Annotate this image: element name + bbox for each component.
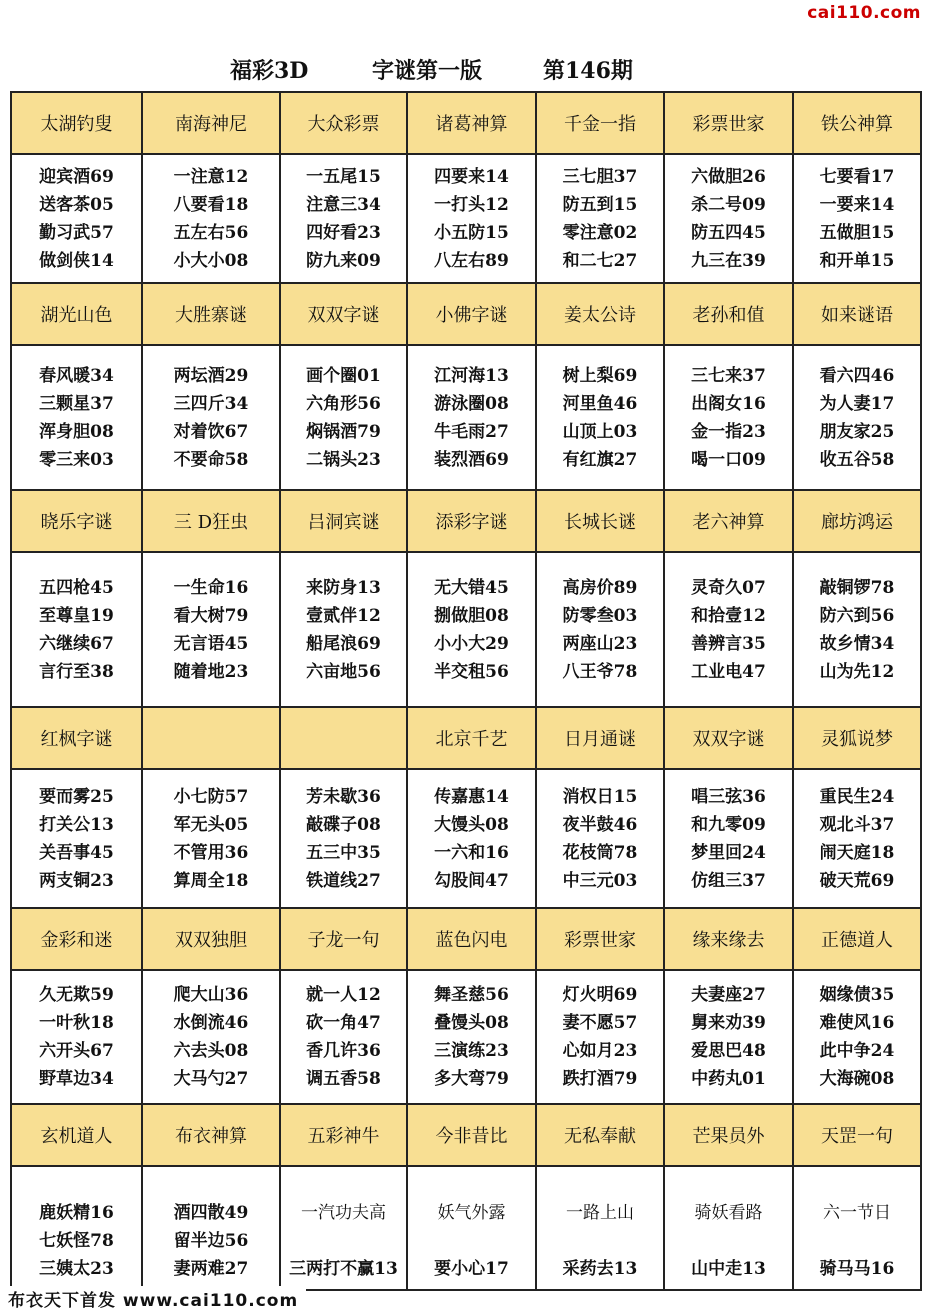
riddle-cell (12, 1167, 143, 1291)
riddle-line: 骑妖看路 (694, 1203, 763, 1223)
riddle-line: 防九来09 (306, 250, 381, 271)
riddle-line: 野草边34 (39, 1069, 114, 1089)
column-header: 太湖钓叟 (12, 93, 143, 155)
riddle-cell (794, 1167, 922, 1291)
riddle-line: 夫妻座27 (691, 985, 766, 1005)
riddle-line: 送客茶05 (39, 194, 114, 215)
column-header: 铁公神算 (794, 93, 922, 155)
riddle-line: 七要看17 (819, 166, 895, 187)
page-title (10, 48, 920, 90)
riddle-line: 唱三弦36 (691, 786, 766, 807)
riddle-line: 九三在39 (691, 250, 766, 271)
riddle-line: 防六到56 (819, 605, 895, 626)
header-row (12, 491, 922, 553)
column-header: 千金一指 (537, 93, 665, 155)
riddle-line: 画个圈01 (306, 365, 381, 386)
riddle-cell (665, 770, 794, 909)
riddle-line: 牛毛雨27 (434, 421, 509, 442)
riddle-line: 八王爷78 (562, 661, 638, 682)
riddle-line: 浑身胆08 (39, 421, 114, 442)
riddle-line: 此中争24 (819, 1041, 895, 1061)
riddle-line: 三七来37 (691, 365, 766, 386)
riddle-line: 大海碗08 (819, 1069, 895, 1089)
riddle-line: 叠馒头08 (434, 1013, 509, 1033)
riddle-line: 小五防15 (434, 222, 509, 243)
riddle-line: 河里鱼46 (562, 393, 638, 414)
riddle-line: 迎宾酒69 (39, 166, 114, 187)
riddle-line: 六开头67 (39, 1041, 114, 1061)
riddle-line: 妻两难27 (173, 1259, 249, 1279)
riddle-line: 重民生24 (819, 786, 895, 807)
column-header: 芒果员外 (665, 1105, 794, 1167)
riddle-line: 和拾壹12 (691, 605, 766, 626)
riddle-line: 中三元03 (562, 870, 638, 891)
riddle-table (10, 91, 922, 1289)
riddle-line: 三四斤34 (173, 393, 249, 414)
riddle-line: 大马勺27 (173, 1069, 249, 1089)
column-header: 红枫字谜 (12, 708, 143, 770)
riddle-line: 五左右56 (173, 222, 249, 243)
riddle-cell (12, 770, 143, 909)
riddle-line: 焖锅酒79 (306, 421, 381, 442)
riddle-line: 看大树79 (173, 605, 249, 626)
riddle-cell (143, 971, 281, 1105)
riddle-line: 三两打不赢13 (289, 1259, 398, 1279)
riddle-cell (537, 553, 665, 708)
riddle-cell (281, 155, 408, 284)
riddle-line: 小七防57 (173, 786, 249, 807)
riddle-line: 防五到15 (562, 194, 638, 215)
riddle-line: 半交租56 (434, 661, 509, 682)
riddle-cell (12, 971, 143, 1105)
riddle-line: 无大错45 (434, 577, 509, 598)
riddle-cell (794, 770, 922, 909)
riddle-line: 算周全18 (173, 870, 249, 891)
column-header: 老孙和值 (665, 284, 794, 346)
riddle-line: 言行至38 (39, 661, 114, 682)
riddle-line: 无言语45 (173, 633, 249, 654)
footer-banner: 布衣天下首发 www.cai110.com (0, 1286, 306, 1308)
riddle-cell (143, 346, 281, 491)
riddle-line: 故乡情34 (819, 633, 895, 654)
riddle-line: 出阁女16 (691, 393, 766, 414)
riddle-line: 游泳圈08 (434, 393, 509, 414)
riddle-line: 两座山23 (562, 633, 638, 654)
riddle-line: 香几许36 (306, 1041, 381, 1061)
column-header: 小佛字谜 (408, 284, 537, 346)
riddle-cell (408, 553, 537, 708)
header-row (12, 708, 922, 770)
riddle-line: 传嘉惠14 (434, 786, 509, 807)
riddle-line: 防五四45 (691, 222, 766, 243)
column-header: 彩票世家 (665, 93, 794, 155)
riddle-line: 仿组三37 (691, 870, 766, 891)
riddle-line: 收五谷58 (819, 449, 895, 470)
riddle-line: 一注意12 (173, 166, 249, 187)
riddle-line: 多大弯79 (434, 1069, 509, 1089)
riddle-line: 八要看18 (173, 194, 249, 215)
riddle-cell (537, 770, 665, 909)
header-row (12, 93, 922, 155)
riddle-cell (665, 346, 794, 491)
column-header: 彩票世家 (537, 909, 665, 971)
riddle-line: 工业电47 (691, 661, 766, 682)
column-header: 南海神尼 (143, 93, 281, 155)
riddle-line: 八左右89 (434, 250, 509, 271)
riddle-line: 爬大山36 (173, 985, 249, 1005)
content-row (12, 971, 922, 1105)
riddle-cell (665, 553, 794, 708)
riddle-line: 心如月23 (562, 1041, 638, 1061)
riddle-line: 小大小08 (173, 250, 249, 271)
content-row (12, 1167, 922, 1291)
riddle-line: 六角形56 (306, 393, 381, 414)
column-header: 金彩和迷 (12, 909, 143, 971)
riddle-line: 水倒流46 (173, 1013, 249, 1033)
riddle-line: 五四枪45 (39, 577, 114, 598)
section-3 (12, 491, 922, 708)
riddle-line: 江河海13 (434, 365, 509, 386)
riddle-line: 就一人12 (306, 985, 381, 1005)
riddle-line: 灵奇久07 (691, 577, 766, 598)
column-header: 无私奉献 (537, 1105, 665, 1167)
riddle-line: 观北斗37 (819, 814, 895, 835)
riddle-line: 看六四46 (819, 365, 895, 386)
riddle-line: 小小大29 (434, 633, 509, 654)
riddle-line: 舅来劝39 (691, 1013, 766, 1033)
column-header: 老六神算 (665, 491, 794, 553)
column-header (281, 708, 408, 770)
riddle-line: 六做胆26 (691, 166, 766, 187)
riddle-line: 勤习武57 (39, 222, 114, 243)
riddle-line: 和开单15 (819, 250, 895, 271)
riddle-line: 闹天庭18 (819, 842, 895, 863)
column-header: 天罡一句 (794, 1105, 922, 1167)
riddle-line: 五三中35 (306, 842, 381, 863)
column-header: 正德道人 (794, 909, 922, 971)
riddle-line: 注意三34 (306, 194, 381, 215)
riddle-line: 壹贰伴12 (306, 605, 381, 626)
column-header: 五彩神牛 (281, 1105, 408, 1167)
column-header: 缘来缘去 (665, 909, 794, 971)
riddle-line: 一打头12 (434, 194, 509, 215)
riddle-line: 一要来14 (819, 194, 895, 215)
riddle-cell (665, 155, 794, 284)
riddle-line: 和九零09 (691, 814, 766, 835)
riddle-cell (281, 1167, 408, 1291)
column-header: 添彩字谜 (408, 491, 537, 553)
column-header: 玄机道人 (12, 1105, 143, 1167)
riddle-cell (12, 155, 143, 284)
column-header: 吕洞宾谜 (281, 491, 408, 553)
riddle-line: 捌做胆08 (434, 605, 509, 626)
riddle-cell (665, 1167, 794, 1291)
column-header: 晓乐字谜 (12, 491, 143, 553)
column-header: 双双字谜 (665, 708, 794, 770)
riddle-line: 采药去13 (562, 1259, 638, 1279)
riddle-line: 山中走13 (691, 1259, 766, 1279)
content-row (12, 155, 922, 284)
riddle-line: 爱思巴48 (691, 1041, 766, 1061)
riddle-line: 三演练23 (434, 1041, 509, 1061)
riddle-line: 要小心17 (434, 1259, 509, 1279)
riddle-line: 零注意02 (562, 222, 638, 243)
riddle-line: 灯火明69 (562, 985, 638, 1005)
riddle-cell (537, 155, 665, 284)
riddle-line: 骑马马16 (819, 1259, 895, 1279)
column-header: 今非昔比 (408, 1105, 537, 1167)
riddle-line: 杀二号09 (691, 194, 766, 215)
riddle-line: 船尾浪69 (306, 633, 381, 654)
riddle-line: 舞圣慈56 (434, 985, 509, 1005)
riddle-line: 不管用36 (173, 842, 249, 863)
riddle-line: 一六和16 (434, 842, 509, 863)
riddle-cell (12, 346, 143, 491)
riddle-line: 一路上山 (566, 1203, 634, 1223)
column-header: 长城长谜 (537, 491, 665, 553)
riddle-line: 三七胆37 (562, 166, 638, 187)
riddle-line: 敲碟子08 (306, 814, 381, 835)
riddle-cell (12, 553, 143, 708)
column-header: 诸葛神算 (408, 93, 537, 155)
content-row (12, 770, 922, 909)
content-row (12, 553, 922, 708)
brand-watermark: cai110.com (807, 3, 921, 23)
riddle-line: 花枝筒78 (562, 842, 638, 863)
column-header: 双双独胆 (143, 909, 281, 971)
riddle-line: 四好看23 (306, 222, 381, 243)
column-header: 湖光山色 (12, 284, 143, 346)
section-4 (12, 708, 922, 909)
riddle-line: 三姨太23 (39, 1259, 114, 1279)
riddle-line: 要而雾25 (39, 786, 114, 807)
column-header: 大众彩票 (281, 93, 408, 155)
column-header: 灵狐说梦 (794, 708, 922, 770)
column-header: 北京千艺 (408, 708, 537, 770)
riddle-line: 防零叁03 (562, 605, 638, 626)
riddle-line: 山为先12 (819, 661, 895, 682)
riddle-cell (537, 1167, 665, 1291)
riddle-cell (794, 553, 922, 708)
riddle-line: 至尊皇19 (39, 605, 114, 626)
column-header: 日月通谜 (537, 708, 665, 770)
riddle-line: 四要来14 (434, 166, 509, 187)
riddle-cell (281, 770, 408, 909)
riddle-line: 随着地23 (173, 661, 249, 682)
content-row (12, 346, 922, 491)
header-row (12, 1105, 922, 1167)
riddle-line: 和二七27 (562, 250, 638, 271)
riddle-cell (794, 971, 922, 1105)
column-header (143, 708, 281, 770)
riddle-line: 妖气外露 (437, 1203, 506, 1223)
riddle-line: 六亩地56 (306, 661, 381, 682)
riddle-line: 六继续67 (39, 633, 114, 654)
riddle-line: 久无欺59 (39, 985, 114, 1005)
column-header: 如来谜语 (794, 284, 922, 346)
title-issue: 第146期 (543, 58, 633, 84)
column-header: 姜太公诗 (537, 284, 665, 346)
riddle-line: 两坛酒29 (173, 365, 249, 386)
column-header: 双双字谜 (281, 284, 408, 346)
column-header: 三 D狂虫 (143, 491, 281, 553)
riddle-cell (143, 1167, 281, 1291)
riddle-line: 喝一口09 (691, 449, 766, 470)
riddle-line: 一叶秋18 (39, 1013, 114, 1033)
riddle-cell (281, 553, 408, 708)
riddle-line: 三颗星37 (39, 393, 114, 414)
riddle-cell (143, 553, 281, 708)
riddle-line: 为人妻17 (819, 393, 895, 414)
riddle-line: 朋友家25 (819, 421, 895, 442)
riddle-line: 一五尾15 (306, 166, 381, 187)
riddle-cell (143, 770, 281, 909)
column-header: 大胜寨谜 (143, 284, 281, 346)
title-edition: 字谜第一版 (372, 58, 483, 84)
riddle-line: 不要命58 (173, 449, 249, 470)
riddle-line: 一汽功夫高 (301, 1203, 386, 1223)
column-header: 布衣神算 (143, 1105, 281, 1167)
riddle-line: 铁道线27 (306, 870, 381, 891)
section-6 (12, 1105, 922, 1291)
riddle-line: 一生命16 (173, 577, 249, 598)
column-header: 蓝色闪电 (408, 909, 537, 971)
riddle-line: 姻缘债35 (819, 985, 895, 1005)
riddle-cell (794, 346, 922, 491)
riddle-line: 六一节日 (823, 1203, 891, 1223)
riddle-line: 六去头08 (173, 1041, 249, 1061)
riddle-line: 对着饮67 (173, 421, 249, 442)
riddle-line: 来防身13 (306, 577, 381, 598)
riddle-line: 春风暖34 (39, 365, 114, 386)
riddle-line: 树上梨69 (562, 365, 638, 386)
riddle-line: 军无头05 (173, 814, 249, 835)
riddle-line: 高房价89 (562, 577, 638, 598)
riddle-line: 金一指23 (691, 421, 766, 442)
riddle-line: 跌打酒79 (562, 1069, 638, 1089)
section-5 (12, 909, 922, 1105)
riddle-line: 大馒头08 (434, 814, 509, 835)
riddle-line: 敲铜锣78 (819, 577, 895, 598)
header-row (12, 284, 922, 346)
riddle-line: 鹿妖精16 (39, 1203, 114, 1223)
riddle-cell (408, 770, 537, 909)
riddle-line: 装烈酒69 (434, 449, 509, 470)
riddle-line: 难使风16 (819, 1013, 895, 1033)
riddle-line: 七妖怪78 (39, 1231, 114, 1251)
riddle-line: 有红旗27 (562, 449, 638, 470)
riddle-line: 调五香58 (306, 1069, 381, 1089)
riddle-line: 中药丸01 (691, 1069, 766, 1089)
riddle-line: 梦里回24 (691, 842, 766, 863)
title-lottery: 福彩3D (230, 58, 309, 84)
riddle-line: 芳未歇36 (306, 786, 381, 807)
riddle-line: 山顶上03 (562, 421, 638, 442)
section-1 (12, 93, 922, 284)
riddle-line: 零三来03 (39, 449, 114, 470)
riddle-cell (408, 971, 537, 1105)
riddle-cell (408, 155, 537, 284)
section-2 (12, 284, 922, 491)
riddle-line: 五做胆15 (819, 222, 895, 243)
riddle-cell (408, 1167, 537, 1291)
column-header: 廊坊鸿运 (794, 491, 922, 553)
riddle-line: 酒四散49 (173, 1203, 249, 1223)
riddle-cell (408, 346, 537, 491)
riddle-line: 砍一角47 (306, 1013, 381, 1033)
riddle-cell (537, 971, 665, 1105)
riddle-line: 破天荒69 (819, 870, 895, 891)
riddle-line: 做剑侠14 (39, 250, 114, 271)
riddle-line: 留半边56 (173, 1231, 249, 1251)
riddle-cell (281, 346, 408, 491)
riddle-cell (281, 971, 408, 1105)
riddle-line: 善辨言35 (691, 633, 766, 654)
riddle-line: 勾股间47 (434, 870, 509, 891)
riddle-cell (665, 971, 794, 1105)
riddle-cell (794, 155, 922, 284)
header-row (12, 909, 922, 971)
riddle-line: 两支铜23 (39, 870, 114, 891)
riddle-line: 妻不愿57 (562, 1013, 638, 1033)
riddle-cell (143, 155, 281, 284)
riddle-line: 消权日15 (562, 786, 638, 807)
riddle-line: 关吾事45 (39, 842, 114, 863)
riddle-cell (537, 346, 665, 491)
riddle-line: 二锅头23 (306, 449, 381, 470)
riddle-line: 夜半鼓46 (562, 814, 638, 835)
column-header: 子龙一句 (281, 909, 408, 971)
riddle-line: 打关公13 (39, 814, 114, 835)
